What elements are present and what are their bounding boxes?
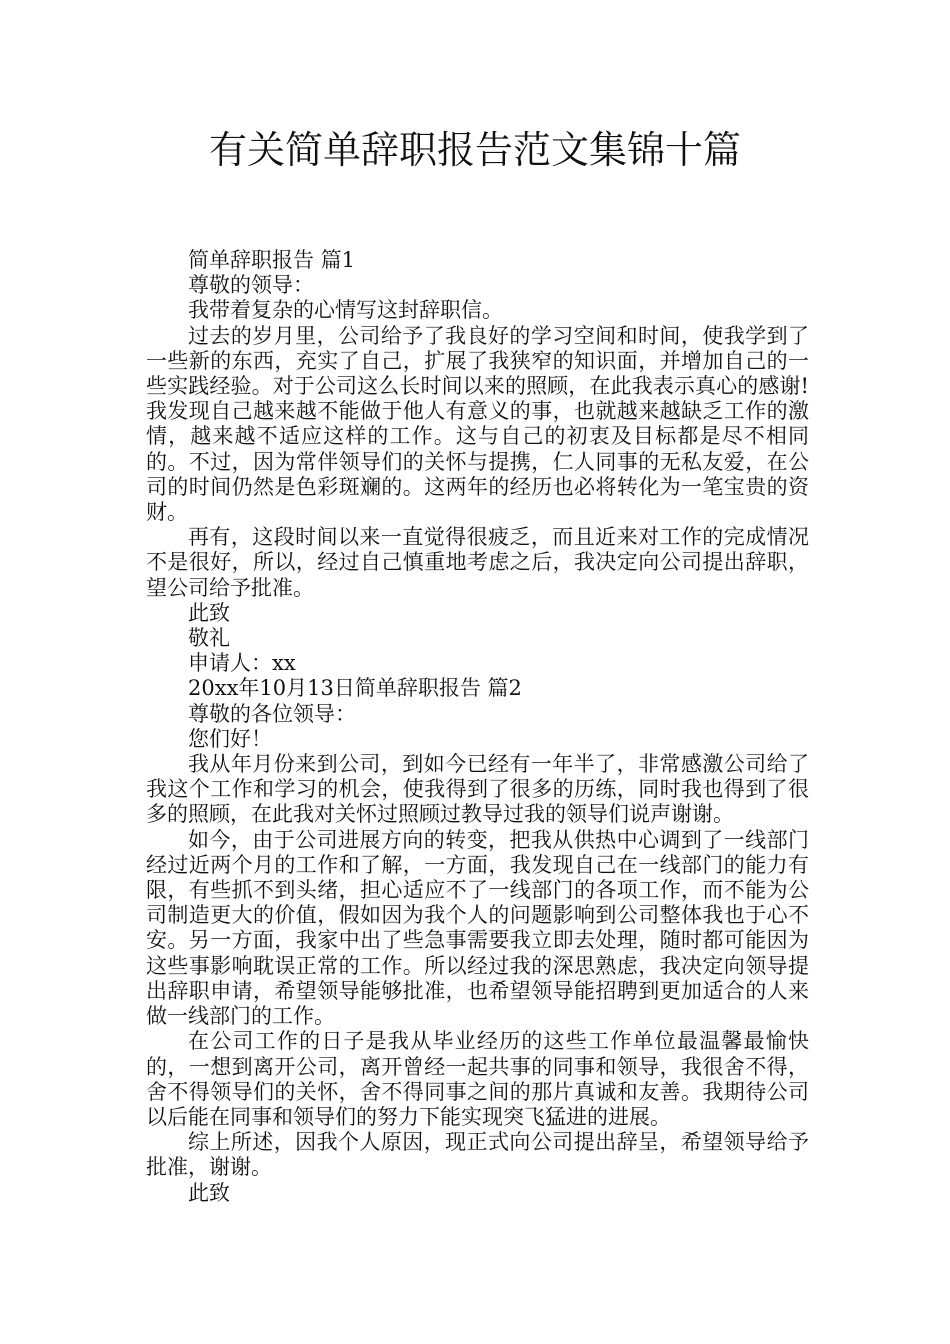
body-paragraph: 综上所述，因我个人原因，现正式向公司提出辞呈，希望领导给予批准，谢谢。 [146, 1130, 809, 1180]
body-paragraph: 再有，这段时间以来一直觉得很疲乏，而且近来对工作的完成情况不是很好，所以，经过自己慎重地考虑之后，我决定向公司提出辞职，望公司给予批准。 [146, 525, 809, 600]
closing-line: 此致 [188, 600, 230, 625]
closing-line: 敬礼 [188, 626, 230, 651]
closing-line: 此致 [188, 1180, 230, 1205]
greeting: 您们好！ [188, 726, 272, 751]
body-paragraph: 如今，由于公司进展方向的转变，把我从供热中心调到了一线部门经过近两个月的工作和了解，一方面，我发现自己在一线部门的能力有限，有些抓不到头绪，担心适应不了一线部门的各项工作，而不能为公司制造更大的价值，假如因为我个人的问题影响到公司整体我也于心不安。另一方面，我家中出了些急事需要我立即去处理，随时都可能因为这些事影响耽误正常的工作。所以经过我的深思熟虑，我决定向领导提出辞职申请，希望领导能够批准，也希望领导能招聘到更加适合的人来做一线部门的工作。 [146, 827, 809, 1029]
date-and-section-heading: 20xx年10月13日简单辞职报告 篇2 [188, 676, 522, 701]
body-paragraph: 我带着复杂的心情写这封辞职信。 [188, 298, 503, 323]
document-body [146, 248, 809, 1206]
document-title: 有关简单辞职报告范文集锦十篇 [208, 128, 741, 172]
salutation: 尊敬的领导： [188, 273, 314, 298]
signature-line: 申请人：xx [188, 651, 296, 676]
body-paragraph: 过去的岁月里，公司给予了我良好的学习空间和时间，使我学到了一些新的东西，充实了自己，扩展了我狭窄的知识面，并增加自己的一些实践经验。对于公司这么长时间以来的照顾，在此我表示真心的感谢!我发现自己越来越不能做于他人有意义的事，也就越来越缺乏工作的激情，越来越不适应这样的工作。这与自己的初衷及目标都是尽不相同的。不过，因为常伴领导们的关怀与提携，仁人同事的无私友爱，在公司的时间仍然是色彩斑斓的。这两年的经历也必将转化为一笔宝贵的资财。 [146, 323, 809, 525]
body-paragraph: 在公司工作的日子是我从毕业经历的这些工作单位最温馨最愉快的，一想到离开公司，离开曾经一起共事的同事和领导，我很舍不得，舍不得领导们的关怀，舍不得同事之间的那片真诚和友善。我期待公司以后能在同事和领导们的努力下能实现突飞猛进的进展。 [146, 1029, 809, 1129]
salutation: 尊敬的各位领导： [188, 701, 356, 726]
body-paragraph: 我从年月份来到公司，到如今已经有一年半了，非常感激公司给了我这个工作和学习的机会，使我得到了很多的历练，同时我也得到了很多的照顾，在此我对关怀过照顾过教导过我的领导们说声谢谢。 [146, 752, 809, 827]
section-heading: 简单辞职报告 篇1 [188, 248, 356, 272]
